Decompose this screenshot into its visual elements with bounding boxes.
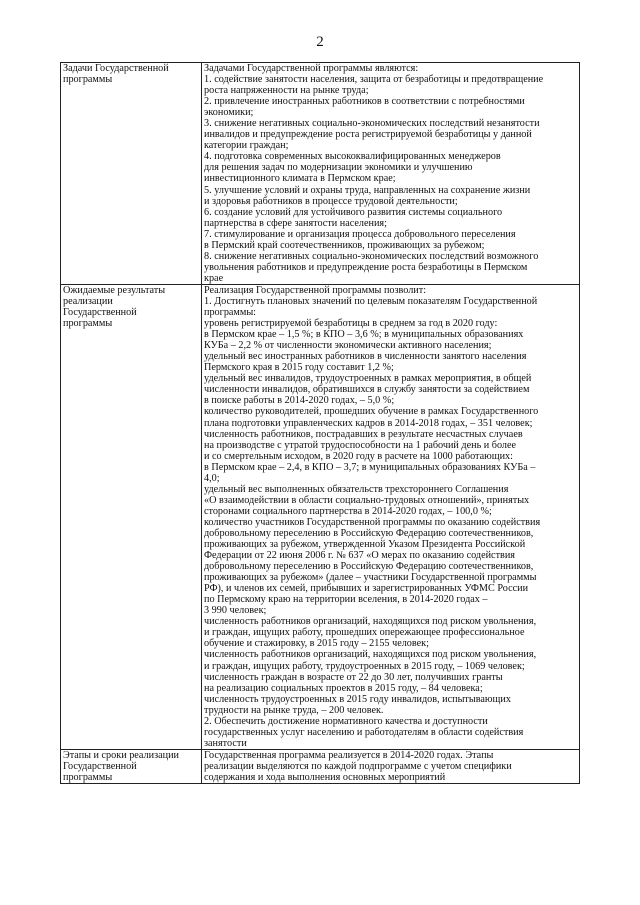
row-content-line: РФ), и членов их семей, прибывших и зарегистрированных УФМС России [204, 583, 529, 595]
row-label-cell [61, 749, 202, 783]
row-content-line: и граждан, ищущих работу, трудоустроенных в 2015 году, – 1069 человек; [204, 660, 525, 672]
row-label-line: программы [63, 772, 113, 783]
row-content-line: численность работников, пострадавших в результате несчастных случаев [204, 428, 523, 440]
row-content-line: количество руководителей, прошедших обучение в рамках Государственного [204, 406, 539, 418]
row-content-line: и со смертельным исходом, в 2020 году в расчете на 1000 работающих: [204, 450, 513, 462]
row-label-line: программы [63, 74, 113, 86]
row-content-line: Пермского края в 2015 году составит 1,2 %; [204, 362, 394, 374]
row-content-line: и здоровья работников в процессе трудовой деятельности; [204, 195, 458, 207]
row-content-cell [202, 749, 580, 783]
row-label-line: Государственной [63, 307, 137, 319]
row-content-line: численность работников организаций, находящихся под риском увольнения, [204, 649, 537, 661]
row-content-line: проживающих за рубежом, утвержденной Указом Президента Российской [204, 539, 526, 551]
row-content-line: удельный вес инвалидов, трудоустроенных в рамках мероприятия, в общей [204, 373, 532, 385]
row-label-cell [61, 284, 202, 749]
row-content-line: инвалидов и предупреждение роста регистрируемой безработицы у данной [204, 129, 532, 141]
row-label-line: Государственной [63, 760, 137, 772]
row-content-line: 1. Достигнуть плановых значений по целевым показателям Государственной [204, 295, 538, 307]
row-content-line: 3. снижение негативных социально-экономических последствий незанятости [204, 118, 540, 130]
row-content-line: реализации выделяются по каждой подпрограмме с учетом специфики [204, 760, 512, 772]
row-content-line: добровольному переселению в Российскую Федерацию соотечественников, [204, 527, 534, 539]
row-label-cell [61, 63, 202, 285]
row-content-line: КУБа – 2,2 % от численности экономически активного населения; [204, 340, 492, 352]
row-content-line: Государственная программа реализуется в 2014-2020 годах. Этапы [204, 749, 494, 761]
row-content-line: увольнения работников и предупреждение роста безработицы в Пермском [204, 261, 528, 273]
row-content-line: добровольному переселению в Российскую Федерацию соотечественников, [204, 561, 534, 573]
row-content-line: численность граждан в возрасте от 22 до 30 лет, получивших гранты [204, 671, 503, 683]
row-label-line: программы [63, 318, 113, 330]
row-content-line: в поиске работы в 2014-2020 годах, – 5,0 %; [204, 395, 395, 407]
row-content-line: плана подготовки управленческих кадров в 2014-2018 годах, – 351 человек; [204, 417, 533, 429]
row-content-line: экономики; [204, 107, 254, 119]
row-content-line: количество участников Государственной программы по оказанию содействия [204, 516, 541, 528]
row-content-line: 2. Обеспечить достижение нормативного качества и доступности [204, 715, 488, 727]
row-content-line: удельный вес выполненных обязательств трехстороннего Соглашения [204, 483, 509, 495]
row-content-line: 8. снижение негативных социально-экономических последствий возможного [204, 250, 539, 262]
row-content-line: в Пермском крае – 2,4, в КПО – 3,7; в муниципальных образованиях КУБа – [204, 461, 536, 473]
row-content-line: содержания и хода выполнения основных мероприятий [204, 772, 446, 783]
row-label-line: Задачи Государственной [63, 63, 169, 74]
page-number: 2 [316, 34, 324, 50]
row-content-line: для решения задач по модернизации экономики и улучшению [204, 162, 473, 174]
row-content-line: категории граждан; [204, 140, 289, 152]
row-content-cell [202, 284, 580, 749]
row-content-line: «О взаимодействии в области социально-трудовых отношений», принятых [204, 494, 530, 506]
row-label-line: реализации [63, 295, 113, 307]
row-content-line: в Пермский край соотечественников, проживающих за рубежом; [204, 239, 485, 251]
row-content-line: на реализацию социальных проектов в 2015 году, – 84 человека; [204, 682, 483, 694]
row-content-line: 4,0; [204, 472, 220, 484]
row-content-line: проживающих за рубежом» (далее – участники Государственной программы [204, 572, 537, 584]
row-content-line: крае [204, 272, 224, 284]
row-label-line: Ожидаемые результаты [63, 284, 166, 296]
row-content-line: программы: [204, 307, 257, 319]
row-content-line: обучение и стажировку, в 2015 году – 2155 человек; [204, 638, 429, 650]
row-content-line: и граждан, ищущих работу, прошедших опережающее профессиональное [204, 627, 525, 639]
row-content-line: государственных услуг населению и работодателям в области содействия [204, 726, 524, 738]
row-content-line: 4. подготовка современных высококвалифицированных менеджеров [204, 151, 501, 163]
table-row [61, 749, 580, 783]
row-content-line: численности инвалидов, обратившихся в службу занятости за содействием [204, 384, 530, 396]
row-label-line: Этапы и сроки реализации [63, 749, 179, 761]
row-content-line: роста напряженности на рынке труда; [204, 85, 369, 97]
row-content-line: уровень регистрируемой безработицы в среднем за год в 2020 году: [204, 318, 498, 330]
row-content-line: в Пермском крае – 1,5 %; в КПО – 3,6 %; в муниципальных образованиях [204, 329, 524, 341]
row-content-line: 1. содействие занятости населения, защита от безработицы и предотвращение [204, 74, 544, 86]
row-content-line: численность трудоустроенных в 2015 году инвалидов, испытывающих [204, 693, 511, 705]
row-content-line: удельный вес иностранных работников в численности занятого населения [204, 351, 527, 363]
row-content-cell [202, 63, 580, 285]
row-content-line: по Пермскому краю на территории вселения, в 2014-2020 годах – [204, 594, 488, 606]
row-content-line: Федерации от 22 июня 2006 г. № 637 «О мерах по оказанию содействия [204, 550, 515, 562]
table-row [61, 284, 580, 749]
row-content-line: сторонами социального партнерства в 2014-2020 годах, – 100,0 %; [204, 505, 492, 517]
row-content-line: трудности на рынке труда, – 200 человек. [204, 704, 384, 716]
row-content-line: 2. привлечение иностранных работников в соответствии с потребностями [204, 96, 525, 108]
row-content-line: партнерства в сфере занятости населения; [204, 217, 387, 229]
program-passport-table [60, 62, 580, 784]
row-content-line: Задачами Государственной программы являются: [204, 63, 419, 74]
row-content-line: занятости [204, 737, 247, 749]
row-content-line: 7. стимулирование и организация процесса добровольного переселения [204, 228, 516, 240]
row-content-line: Реализация Государственной программы позволит: [204, 284, 427, 296]
row-content-line: 6. создание условий для устойчивого развития системы социального [204, 206, 503, 218]
row-content-line: 5. улучшение условий и охраны труда, направленных на сохранение жизни [204, 184, 531, 196]
row-content-line: 3 990 человек; [204, 605, 267, 617]
table-row [61, 63, 580, 285]
row-content-line: на производстве с утратой трудоспособности на 1 рабочий день и более [204, 439, 517, 451]
row-content-line: численность работников организаций, находящихся под риском увольнения, [204, 616, 537, 628]
row-content-line: инвестиционного климата в Пермском крае; [204, 173, 396, 185]
